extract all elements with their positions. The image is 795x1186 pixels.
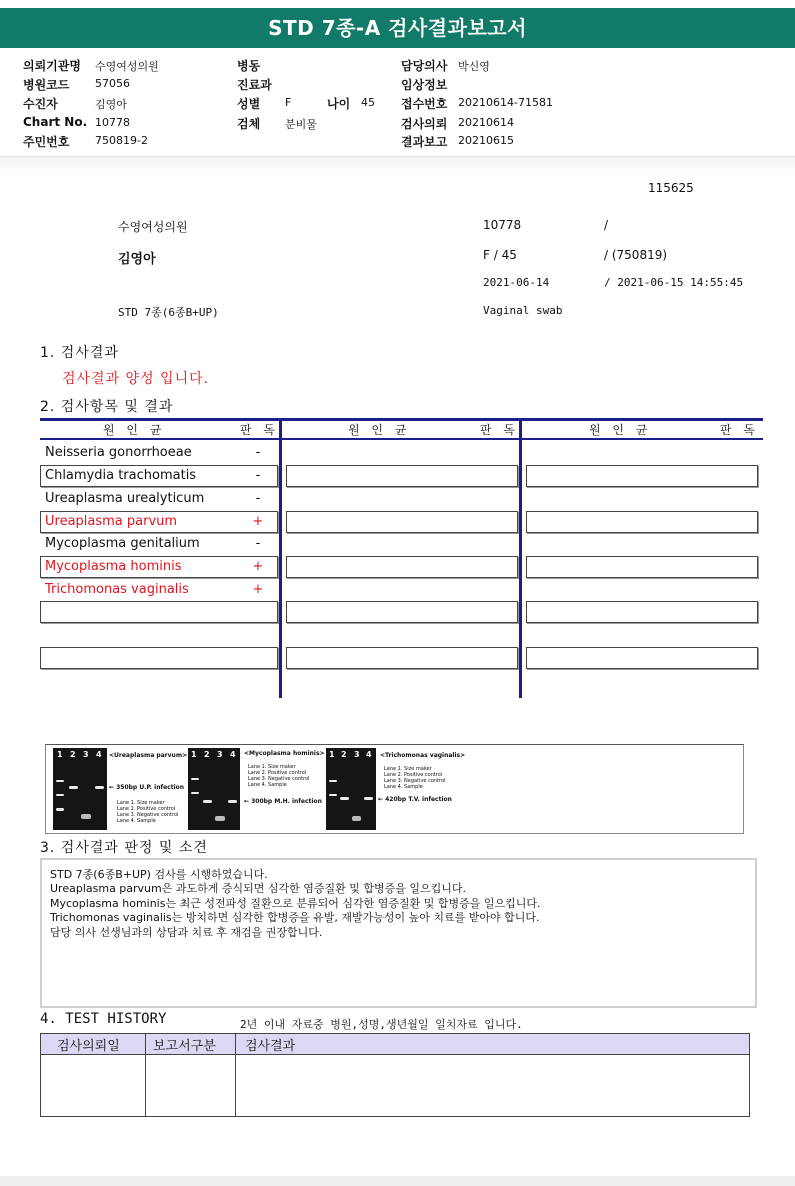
organism-result: + (252, 514, 264, 529)
lane-number: 4 (366, 750, 372, 759)
section-1-heading: 1. 검사결과 (40, 345, 119, 361)
dna-band (81, 814, 91, 819)
gel-legend: Lane 1. Size maker Lane 2. Positive control Lane 3. Negative control Lane 4. Sample (117, 800, 179, 824)
header-label: 접수번호 (401, 97, 448, 111)
row-box (286, 647, 518, 669)
organism-result: + (252, 582, 264, 597)
row-box (40, 601, 278, 623)
dna-band (56, 808, 64, 811)
organism-name: Trichomonas vaginalis (45, 582, 189, 597)
header-label: 병원코드 (23, 78, 70, 92)
gel-legend: Lane 1. Size maker Lane 2. Positive control Lane 3. Negative control Lane 4. Sample (384, 766, 446, 790)
dna-band (95, 786, 104, 789)
row-box (40, 647, 278, 669)
history-col-result: 검사결과 (245, 1039, 296, 1054)
dna-band (56, 794, 64, 796)
row-box (286, 511, 518, 533)
gel-image (53, 748, 107, 830)
col-organism-header: 원 인 균 (589, 423, 652, 437)
row-box (526, 511, 758, 533)
gel-band-label: ← 350bp U.P. infection (109, 784, 185, 791)
gel-image (188, 748, 240, 830)
row-box (526, 601, 758, 623)
dna-band (364, 797, 373, 800)
header-label: 의뢰기관명 (23, 59, 81, 73)
header-label: 진료과 (237, 78, 272, 92)
gel-legend: Lane 1. Size maker Lane 2. Positive control Lane 3. Negative control Lane 4. Sample (248, 764, 310, 788)
separator: / (604, 218, 609, 232)
organism-result: - (255, 468, 261, 483)
gel-band-label: ← 300bp M.H. infection (244, 798, 322, 805)
comment-line: Trichomonas vaginalis는 방치하면 심각한 합병증을 유발, 재발가능성이 높아 치료를 받아야 합니다. (50, 911, 540, 924)
header-label: 병동 (237, 59, 261, 73)
header-value: 20210614-71581 (458, 96, 553, 109)
header-label: Chart No. (23, 115, 88, 129)
result-summary: 검사결과 양성 입니다. (62, 371, 210, 387)
history-table-header (41, 1034, 749, 1055)
header-label: 검체 (237, 117, 261, 131)
gel-title: <Ureaplasma parvum> (109, 752, 188, 759)
header-label: 주민번호 (23, 135, 70, 149)
header-label: 수진자 (23, 97, 58, 111)
lane-number: 3 (217, 750, 223, 759)
report-datetime: / 2021-06-15 14:55:45 (604, 276, 744, 289)
row-box (526, 465, 758, 487)
gel-band-label: ← 420bp T.V. infection (378, 796, 452, 803)
dna-band (191, 778, 199, 780)
dna-band (329, 794, 337, 796)
header-value: 20210614 (458, 116, 514, 129)
chart-number: 10778 (483, 218, 522, 232)
dna-band (56, 780, 64, 782)
header-value: 수영여성의원 (95, 60, 159, 73)
history-col-report-type: 보고서구분 (153, 1039, 216, 1054)
header-label: 나이 (327, 97, 351, 111)
header-value: 김영아 (95, 98, 127, 111)
organism-result: - (255, 445, 261, 460)
header-value: 20210615 (458, 134, 514, 147)
organism-result: - (255, 536, 261, 551)
col-judgement-header: 판 독 (720, 423, 759, 437)
dna-band (352, 816, 361, 821)
row-box (526, 647, 758, 669)
section-3-heading: 3. 검사결과 판정 및 소견 (40, 840, 208, 856)
organism-name: Mycoplasma genitalium (45, 536, 200, 551)
lane-number: 3 (354, 750, 360, 759)
dna-band (329, 780, 337, 782)
lane-number: 3 (83, 750, 89, 759)
specimen-type: Vaginal swab (483, 304, 563, 317)
dna-band (340, 797, 349, 800)
comment-line: Ureaplasma parvum은 과도하게 증식되면 심각한 염증질환 및 합병증을 일으킵니다. (50, 882, 466, 895)
gel-title: <Mycoplasma hominis> (244, 750, 325, 757)
grid-column-divider (519, 418, 522, 698)
header-label: 검사의뢰 (401, 117, 448, 131)
grid-rule (40, 438, 763, 440)
header-value: F (285, 96, 292, 109)
dna-band (191, 792, 199, 794)
header-value: 750819-2 (95, 134, 148, 147)
sex-age: F / 45 (483, 248, 517, 262)
history-note: 2년 이내 자료중 병원,성명,생년월일 일치자료 입니다. (240, 1018, 523, 1031)
row-box (286, 556, 518, 578)
lane-number: 1 (191, 750, 197, 759)
col-organism-header: 원 인 균 (103, 423, 166, 437)
dna-band (69, 786, 78, 789)
header-label: 임상정보 (401, 78, 448, 92)
grid-column-divider (279, 418, 282, 698)
header-value: 박신영 (458, 60, 490, 73)
birth-date: / (750819) (604, 248, 668, 262)
comment-line: Mycoplasma hominis는 최근 성전파성 질환으로 분류되어 심각한 염증질환 및 합병증을 일으킵니다. (50, 897, 541, 910)
row-box (526, 556, 758, 578)
organism-result: - (255, 491, 261, 506)
lane-number: 2 (341, 750, 347, 759)
header-divider (0, 156, 795, 169)
request-date: 2021-06-14 (483, 276, 550, 289)
lane-number: 4 (96, 750, 102, 759)
hospital-name: 수영여성의원 (118, 220, 188, 234)
header-value: 45 (361, 96, 375, 109)
dna-band (228, 800, 237, 803)
lane-number: 2 (204, 750, 210, 759)
row-box (286, 601, 518, 623)
comment-line: STD 7종(6종B+UP) 검사를 시행하였습니다. (50, 868, 268, 881)
lane-number: 2 (70, 750, 76, 759)
gel-title: <Trichomonas vaginalis> (380, 752, 466, 759)
organism-name: Ureaplasma urealyticum (45, 491, 205, 506)
gel-electrophoresis-panel (45, 740, 742, 832)
history-col-request-date: 검사의뢰일 (57, 1039, 120, 1054)
test-name: STD 7종(6종B+UP) (118, 306, 219, 319)
history-column-divider (145, 1034, 146, 1116)
organism-name: Chlamydia trachomatis (45, 468, 197, 483)
dna-band (215, 816, 225, 821)
header-value: 57056 (95, 77, 130, 90)
col-judgement-header: 판 독 (480, 423, 519, 437)
history-column-divider (235, 1034, 236, 1116)
lane-number: 4 (230, 750, 236, 759)
organism-name: Mycoplasma hominis (45, 559, 182, 574)
lane-number: 1 (57, 750, 63, 759)
section-4-heading: 4. TEST HISTORY (40, 1011, 167, 1027)
row-box (286, 465, 518, 487)
comment-line: 담당 의사 선생님과의 상담과 치료 후 재검을 권장합니다. (50, 926, 323, 939)
report-id: 115625 (648, 181, 694, 195)
gel-image (326, 748, 376, 830)
header-label: 결과보고 (401, 135, 448, 149)
col-judgement-header: 판 독 (240, 423, 279, 437)
organism-name: Ureaplasma parvum (45, 514, 178, 529)
report-title: STD 7종-A 검사결과보고서 (0, 8, 795, 48)
patient-name: 김영아 (118, 252, 156, 267)
history-table (40, 1033, 750, 1117)
organism-name: Neisseria gonorrhoeae (45, 445, 192, 460)
header-value: 10778 (95, 116, 130, 129)
header-label: 담당의사 (401, 59, 448, 73)
organism-result: + (252, 559, 264, 574)
col-organism-header: 원 인 균 (348, 423, 411, 437)
page-footer (0, 1176, 795, 1186)
header-value: 분비물 (285, 118, 317, 131)
section-2-heading: 2. 검사항목 및 결과 (40, 399, 174, 415)
header-label: 성별 (237, 97, 261, 111)
lane-number: 1 (329, 750, 335, 759)
dna-band (203, 800, 212, 803)
